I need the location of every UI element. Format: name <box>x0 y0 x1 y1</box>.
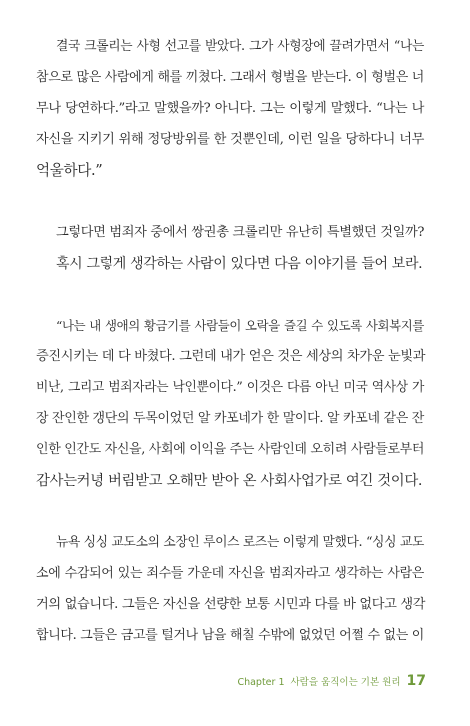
page-footer <box>237 673 426 689</box>
chapter-label: Chapter 1 <box>237 677 285 688</box>
text-line: 그렇다면 범죄자 중에서 쌍권총 크롤리만 유난히 특별했던 것일까? <box>56 225 425 240</box>
text-line: “나는 내 생애의 황금기를 사람들이 오락을 즐길 수 있도록 사회복지를 <box>56 318 424 333</box>
text-line: 거의 없습니다. 그들은 자신을 선량한 보통 시민과 다를 바 없다고 생각 <box>36 597 426 612</box>
text-line: 결국 크롤리는 사형 선고를 받았다. 그가 사형장에 끌려가면서 “나는 <box>56 39 424 54</box>
text-line: 증진시키는 데 다 바쳤다. 그런데 내가 얻은 것은 세상의 차가운 눈빛과 <box>36 349 426 364</box>
text-line: 자신을 지키기 위해 정당방위를 한 것뿐인데, 이런 일을 당하다니 너무 <box>36 132 424 147</box>
text-line: 비난, 그리고 범죄자라는 낙인뿐이다.” 이것은 다름 아닌 미국 역사상 가 <box>36 380 424 395</box>
text-line: 감사는커녕 버림받고 오해만 받아 온 사회사업가로 여긴 것이다. <box>36 473 423 489</box>
text-line: 합니다. 그들은 금고를 털거나 남을 해칠 수밖에 없었던 어쩔 수 없는 이 <box>36 628 424 643</box>
section-title: 사람을 움직이는 기본 원리 <box>290 677 401 688</box>
text-line: 억울하다.” <box>36 162 103 179</box>
text-line: 소에 수감되어 있는 죄수들 가운데 자신을 범죄자라고 생각하는 사람은 <box>36 566 424 581</box>
text-line: 뉴욕 싱싱 교도소의 소장인 루이스 로즈는 이렇게 말했다. “싱싱 교도 <box>56 535 424 550</box>
text-line: 혹시 그렇게 생각하는 사람이 있다면 다음 이야기를 들어 보라. <box>56 256 423 272</box>
text-line: 참으로 많은 사람에게 해를 끼쳤다. 그래서 형벌을 받는다. 이 형벌은 너 <box>36 70 424 85</box>
page-number: 17 <box>406 673 426 689</box>
text-line: 무나 당연하다.”라고 말했을까? 아니다. 그는 이렇게 말했다. “나는 나 <box>36 101 424 116</box>
text-line: 인한 인간도 자신을, 사회에 이익을 주는 사람인데 오히려 사람들로부터 <box>36 442 425 457</box>
text-line: 장 잔인한 갱단의 두목이었던 알 카포네가 한 말이다. 알 카포네 같은 잔 <box>36 411 424 426</box>
